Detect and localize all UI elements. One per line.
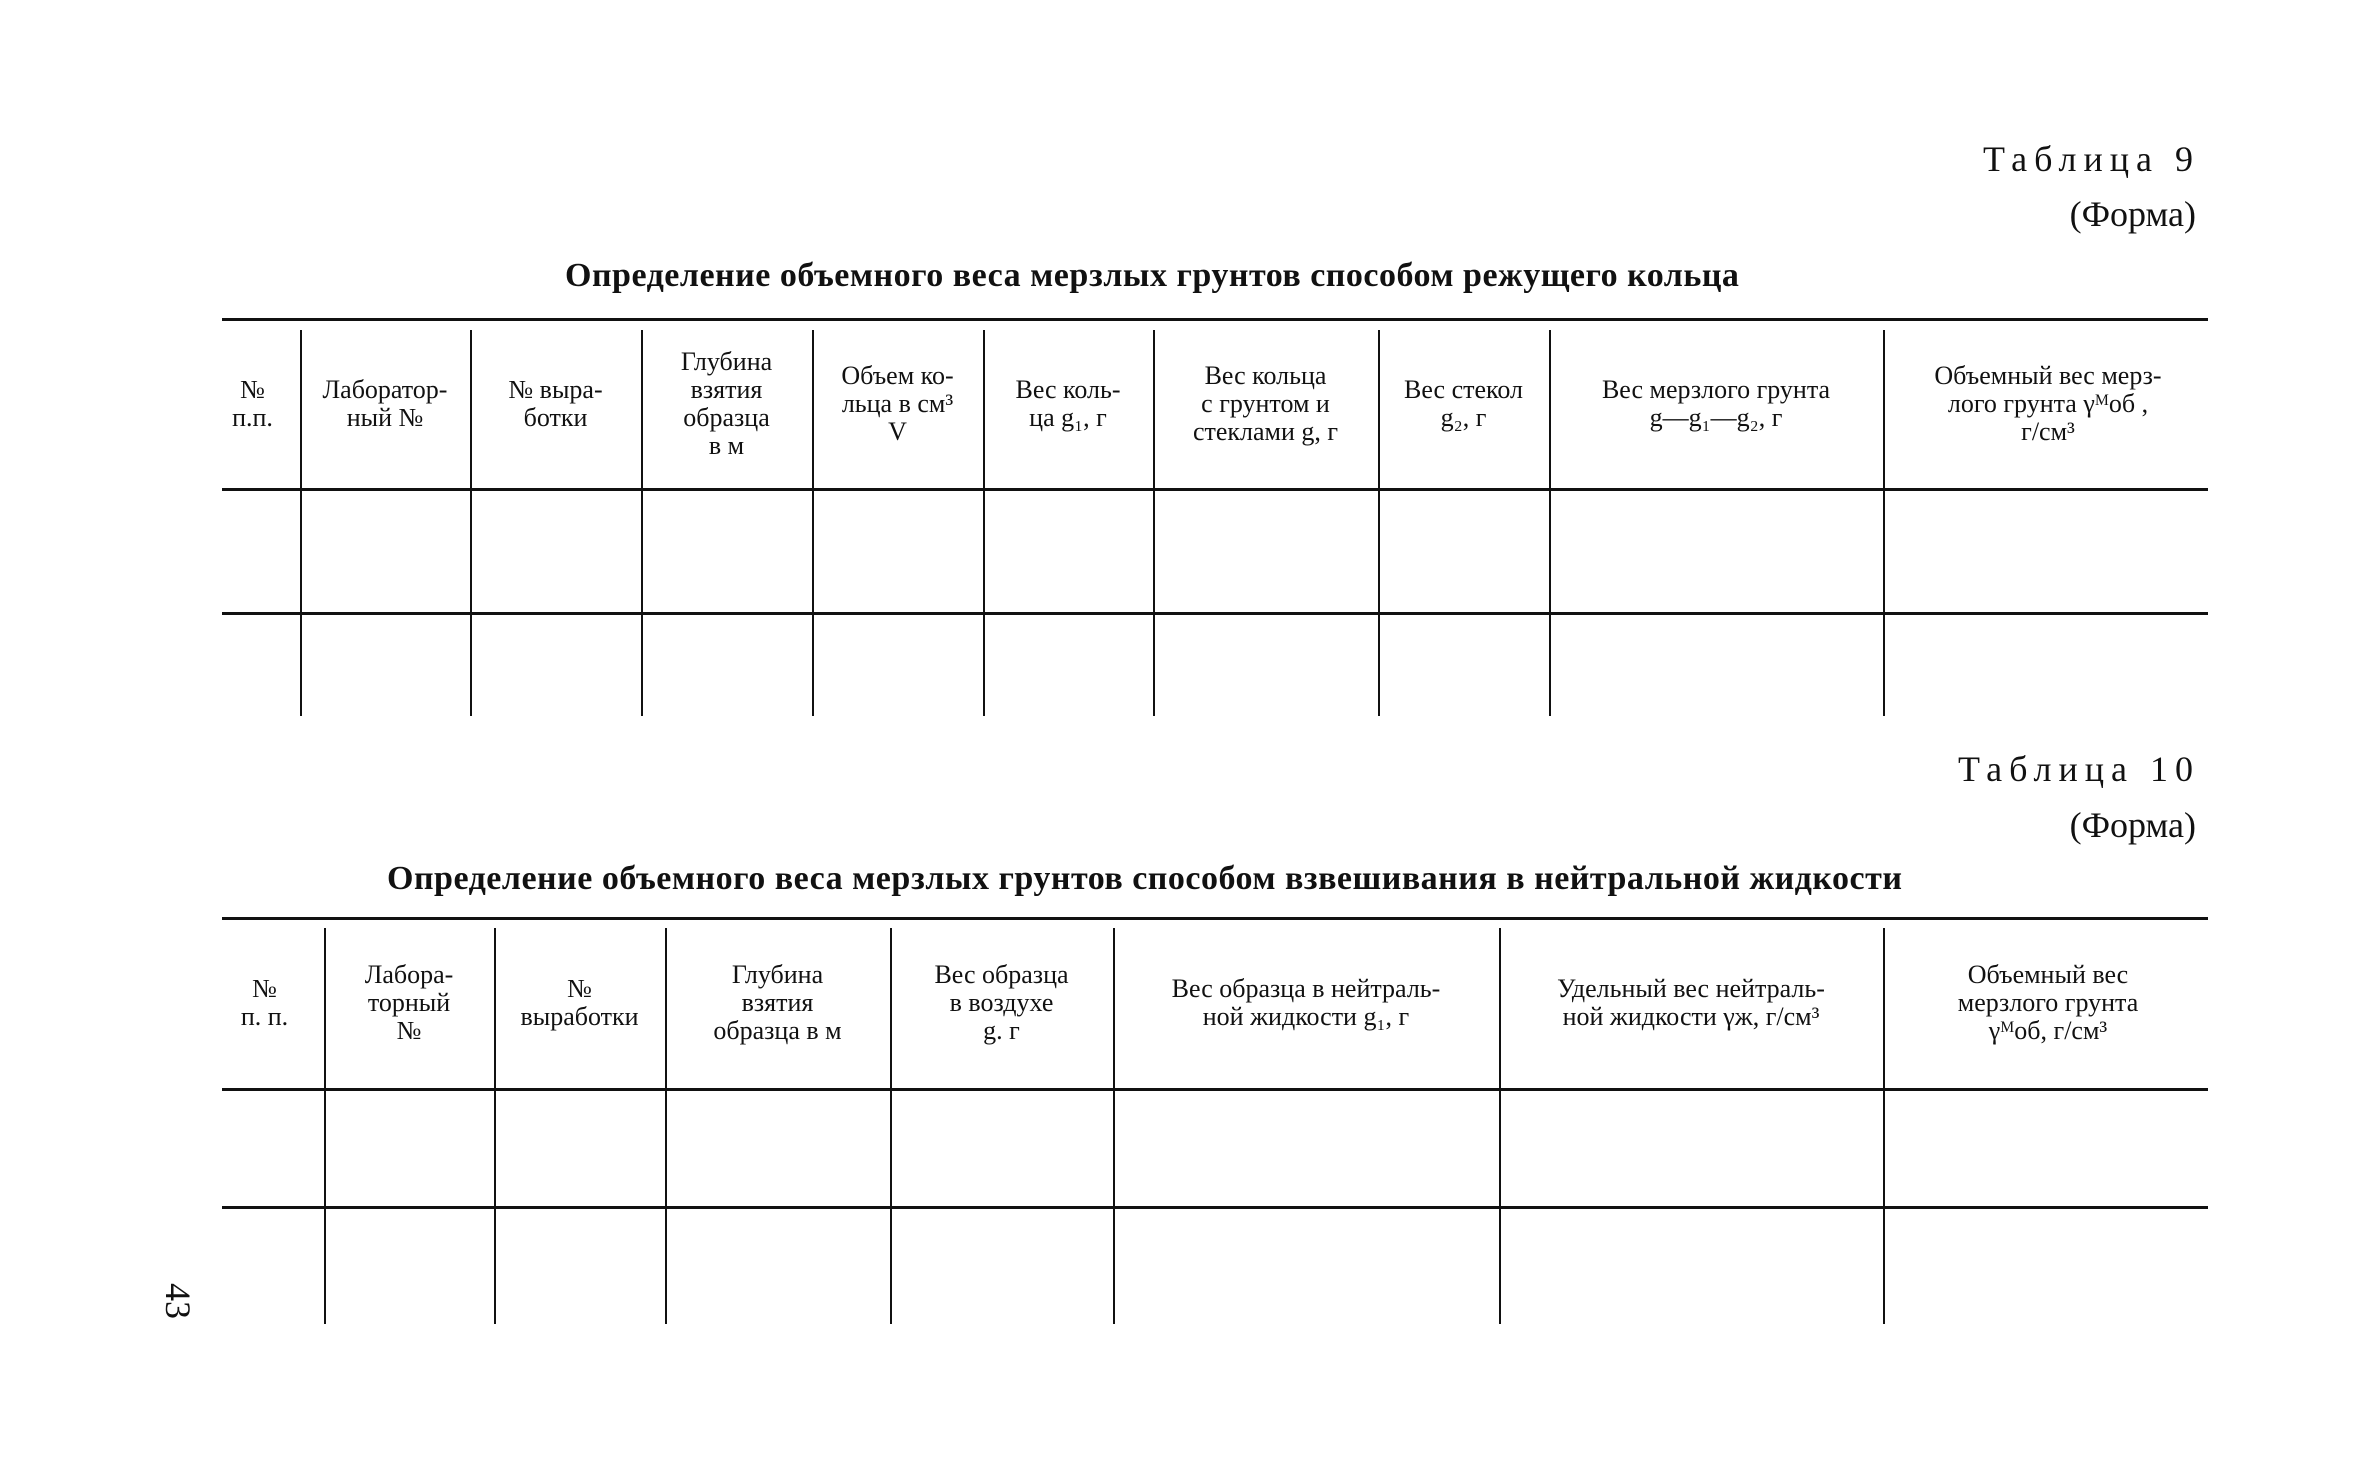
table9-header-cell: Объемный вес мерз- лого грунта γᴹоб , г/см³	[1934, 361, 2162, 446]
table9-header-cell: Вес мерзлого грунта g—g₁—g₂, г	[1601, 375, 1831, 432]
table9-header-rule	[222, 488, 2208, 491]
table10-header-cell: Объемный вес мерзлого грунта γᴹоб, г/см³	[1957, 960, 2139, 1045]
table9-header-cell: Объем ко- льца в см³ V	[841, 361, 954, 446]
table10-header-cell: Глубина взятия образца в м	[713, 960, 842, 1045]
table10-title: Определение объемного веса мерзлых грунтов способом взвешивания в нейтральной жидкости	[387, 860, 1903, 897]
table10-header-cell: Удельный вес нейтраль- ной жидкости γж, г/см³	[1557, 974, 1825, 1031]
table10-label: Таблица 10	[1958, 749, 2200, 789]
table9-header-cell: № п.п.	[232, 375, 273, 432]
table10-top-rule	[222, 917, 2208, 920]
table9-row-rule	[222, 612, 2208, 615]
table9-title: Определение объемного веса мерзлых грунтов способом режущего кольца	[565, 257, 1740, 294]
table9-header-cell: Глубина взятия образца в м	[680, 347, 773, 460]
table9-header-cell: Лаборатор- ный №	[322, 375, 448, 432]
table10-header-cell: № выработки	[520, 974, 639, 1031]
table10-header-cell: Вес образца в воздухе g. г	[934, 960, 1069, 1045]
table10-header-rule	[222, 1088, 2208, 1091]
table10-header-cell: Вес образца в нейтраль- ной жидкости g₁, г	[1171, 974, 1441, 1031]
table10-header-cell: Лабора- торный №	[364, 960, 454, 1045]
table9-top-rule	[222, 318, 2208, 321]
table9-header-cell: № выра- ботки	[508, 375, 603, 432]
table9-form: (Форма)	[2069, 194, 2196, 234]
table10-header-cell: № п. п.	[240, 974, 289, 1031]
page-number: 43	[158, 1283, 198, 1319]
table9-header-cell: Вес кольца с грунтом и стеклами g, г	[1192, 361, 1339, 446]
table9-label: Таблица 9	[1983, 139, 2200, 179]
table9-header-cell: Вес коль- ца g₁, г	[1015, 375, 1121, 432]
table10-row-rule	[222, 1206, 2208, 1209]
table10-form: (Форма)	[2069, 805, 2196, 845]
table9-header-cell: Вес стекол g₂, г	[1404, 375, 1523, 432]
